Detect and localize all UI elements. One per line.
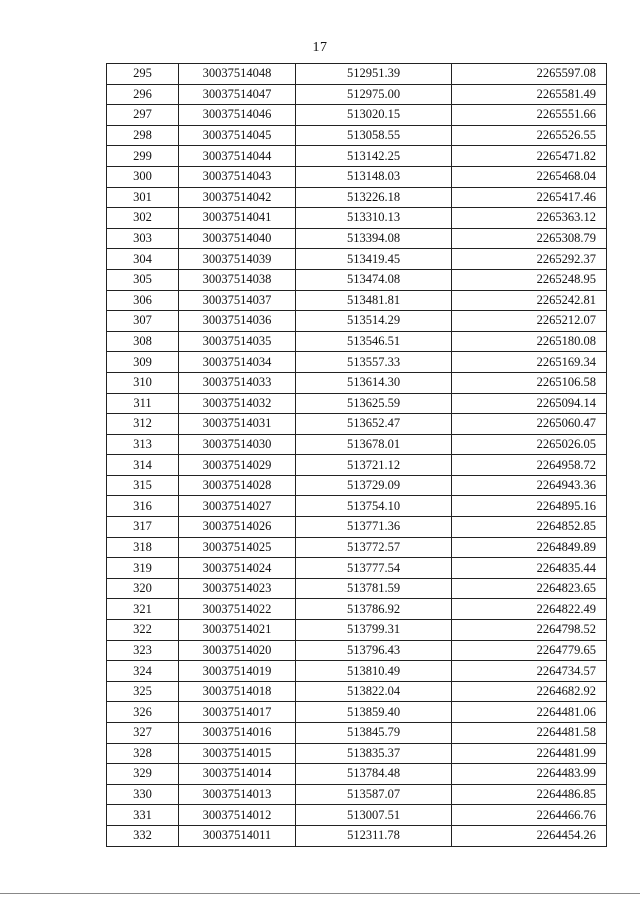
cell-point-id: 30037514016 bbox=[179, 723, 296, 744]
cell-point-id: 30037514046 bbox=[179, 105, 296, 126]
cell-x-coordinate: 513796.43 bbox=[296, 640, 452, 661]
cell-point-number: 314 bbox=[107, 455, 179, 476]
cell-x-coordinate: 513845.79 bbox=[296, 723, 452, 744]
cell-point-id: 30037514044 bbox=[179, 146, 296, 167]
cell-point-number: 331 bbox=[107, 805, 179, 826]
table-row bbox=[107, 455, 607, 476]
cell-y-coordinate: 2264958.72 bbox=[452, 455, 607, 476]
cell-point-number: 316 bbox=[107, 496, 179, 517]
cell-point-number: 301 bbox=[107, 187, 179, 208]
table-row bbox=[107, 805, 607, 826]
cell-y-coordinate: 2265417.46 bbox=[452, 187, 607, 208]
cell-point-number: 295 bbox=[107, 64, 179, 85]
cell-point-id: 30037514034 bbox=[179, 352, 296, 373]
table-row bbox=[107, 414, 607, 435]
cell-point-id: 30037514042 bbox=[179, 187, 296, 208]
table-row bbox=[107, 393, 607, 414]
cell-point-id: 30037514036 bbox=[179, 311, 296, 332]
table-row bbox=[107, 578, 607, 599]
cell-point-id: 30037514035 bbox=[179, 331, 296, 352]
cell-point-number: 319 bbox=[107, 558, 179, 579]
coordinates-table bbox=[106, 63, 607, 847]
cell-y-coordinate: 2264454.26 bbox=[452, 825, 607, 846]
cell-point-id: 30037514013 bbox=[179, 784, 296, 805]
cell-point-id: 30037514020 bbox=[179, 640, 296, 661]
table-row bbox=[107, 537, 607, 558]
table-row bbox=[107, 825, 607, 846]
cell-point-number: 321 bbox=[107, 599, 179, 620]
cell-y-coordinate: 2264734.57 bbox=[452, 661, 607, 682]
cell-point-id: 30037514012 bbox=[179, 805, 296, 826]
table-row bbox=[107, 311, 607, 332]
cell-y-coordinate: 2265292.37 bbox=[452, 249, 607, 270]
cell-point-id: 30037514014 bbox=[179, 764, 296, 785]
cell-point-id: 30037514038 bbox=[179, 269, 296, 290]
table-row bbox=[107, 599, 607, 620]
cell-y-coordinate: 2265551.66 bbox=[452, 105, 607, 126]
cell-y-coordinate: 2264895.16 bbox=[452, 496, 607, 517]
cell-y-coordinate: 2265106.58 bbox=[452, 372, 607, 393]
table-row bbox=[107, 208, 607, 229]
cell-point-number: 327 bbox=[107, 723, 179, 744]
cell-point-id: 30037514017 bbox=[179, 702, 296, 723]
cell-point-number: 324 bbox=[107, 661, 179, 682]
cell-point-id: 30037514028 bbox=[179, 475, 296, 496]
cell-x-coordinate: 513474.08 bbox=[296, 269, 452, 290]
cell-point-id: 30037514022 bbox=[179, 599, 296, 620]
cell-point-number: 297 bbox=[107, 105, 179, 126]
cell-point-number: 300 bbox=[107, 166, 179, 187]
cell-y-coordinate: 2265242.81 bbox=[452, 290, 607, 311]
table-row bbox=[107, 723, 607, 744]
cell-y-coordinate: 2264483.99 bbox=[452, 764, 607, 785]
cell-point-id: 30037514025 bbox=[179, 537, 296, 558]
cell-y-coordinate: 2265471.82 bbox=[452, 146, 607, 167]
cell-y-coordinate: 2265597.08 bbox=[452, 64, 607, 85]
cell-x-coordinate: 513148.03 bbox=[296, 166, 452, 187]
cell-x-coordinate: 513754.10 bbox=[296, 496, 452, 517]
cell-point-number: 307 bbox=[107, 311, 179, 332]
cell-y-coordinate: 2264943.36 bbox=[452, 475, 607, 496]
cell-x-coordinate: 513678.01 bbox=[296, 434, 452, 455]
cell-point-number: 329 bbox=[107, 764, 179, 785]
cell-y-coordinate: 2265060.47 bbox=[452, 414, 607, 435]
cell-point-id: 30037514019 bbox=[179, 661, 296, 682]
coordinates-table-body bbox=[107, 64, 607, 847]
cell-x-coordinate: 513394.08 bbox=[296, 228, 452, 249]
cell-point-number: 320 bbox=[107, 578, 179, 599]
cell-point-id: 30037514011 bbox=[179, 825, 296, 846]
cell-x-coordinate: 513625.59 bbox=[296, 393, 452, 414]
cell-y-coordinate: 2265526.55 bbox=[452, 125, 607, 146]
cell-point-number: 298 bbox=[107, 125, 179, 146]
table-row bbox=[107, 166, 607, 187]
cell-point-number: 325 bbox=[107, 681, 179, 702]
cell-y-coordinate: 2265468.04 bbox=[452, 166, 607, 187]
table-row bbox=[107, 743, 607, 764]
cell-x-coordinate: 513652.47 bbox=[296, 414, 452, 435]
cell-x-coordinate: 513058.55 bbox=[296, 125, 452, 146]
table-row bbox=[107, 558, 607, 579]
cell-x-coordinate: 513020.15 bbox=[296, 105, 452, 126]
table-row bbox=[107, 661, 607, 682]
cell-point-id: 30037514047 bbox=[179, 84, 296, 105]
cell-x-coordinate: 513310.13 bbox=[296, 208, 452, 229]
cell-point-number: 315 bbox=[107, 475, 179, 496]
cell-point-id: 30037514030 bbox=[179, 434, 296, 455]
cell-point-id: 30037514021 bbox=[179, 620, 296, 641]
cell-point-id: 30037514037 bbox=[179, 290, 296, 311]
cell-point-id: 30037514015 bbox=[179, 743, 296, 764]
cell-point-number: 326 bbox=[107, 702, 179, 723]
cell-y-coordinate: 2264481.99 bbox=[452, 743, 607, 764]
cell-y-coordinate: 2264849.89 bbox=[452, 537, 607, 558]
page-number: 17 bbox=[312, 40, 328, 55]
cell-point-number: 306 bbox=[107, 290, 179, 311]
cell-point-number: 323 bbox=[107, 640, 179, 661]
cell-x-coordinate: 513729.09 bbox=[296, 475, 452, 496]
table-row bbox=[107, 105, 607, 126]
cell-y-coordinate: 2264481.06 bbox=[452, 702, 607, 723]
cell-point-id: 30037514031 bbox=[179, 414, 296, 435]
cell-x-coordinate: 512311.78 bbox=[296, 825, 452, 846]
cell-x-coordinate: 512951.39 bbox=[296, 64, 452, 85]
cell-point-number: 296 bbox=[107, 84, 179, 105]
cell-x-coordinate: 513799.31 bbox=[296, 620, 452, 641]
cell-point-number: 311 bbox=[107, 393, 179, 414]
cell-point-id: 30037514024 bbox=[179, 558, 296, 579]
cell-point-id: 30037514029 bbox=[179, 455, 296, 476]
cell-y-coordinate: 2265169.34 bbox=[452, 352, 607, 373]
cell-y-coordinate: 2265026.05 bbox=[452, 434, 607, 455]
table-row bbox=[107, 84, 607, 105]
cell-point-number: 328 bbox=[107, 743, 179, 764]
cell-point-number: 322 bbox=[107, 620, 179, 641]
cell-y-coordinate: 2264835.44 bbox=[452, 558, 607, 579]
cell-y-coordinate: 2264822.49 bbox=[452, 599, 607, 620]
cell-point-id: 30037514043 bbox=[179, 166, 296, 187]
table-row bbox=[107, 187, 607, 208]
cell-point-number: 330 bbox=[107, 784, 179, 805]
cell-x-coordinate: 513007.51 bbox=[296, 805, 452, 826]
cell-x-coordinate: 513419.45 bbox=[296, 249, 452, 270]
table-row bbox=[107, 702, 607, 723]
cell-point-id: 30037514026 bbox=[179, 517, 296, 538]
cell-x-coordinate: 513587.07 bbox=[296, 784, 452, 805]
table-row bbox=[107, 64, 607, 85]
cell-point-id: 30037514027 bbox=[179, 496, 296, 517]
cell-y-coordinate: 2264682.92 bbox=[452, 681, 607, 702]
cell-point-number: 310 bbox=[107, 372, 179, 393]
table-row bbox=[107, 146, 607, 167]
cell-point-id: 30037514048 bbox=[179, 64, 296, 85]
table-row bbox=[107, 352, 607, 373]
cell-x-coordinate: 513781.59 bbox=[296, 578, 452, 599]
cell-point-number: 312 bbox=[107, 414, 179, 435]
cell-x-coordinate: 513514.29 bbox=[296, 311, 452, 332]
table-row bbox=[107, 681, 607, 702]
table-row bbox=[107, 517, 607, 538]
cell-point-number: 302 bbox=[107, 208, 179, 229]
table-row bbox=[107, 620, 607, 641]
cell-point-number: 304 bbox=[107, 249, 179, 270]
cell-point-number: 318 bbox=[107, 537, 179, 558]
cell-point-number: 313 bbox=[107, 434, 179, 455]
table-row bbox=[107, 249, 607, 270]
cell-point-number: 299 bbox=[107, 146, 179, 167]
cell-point-id: 30037514033 bbox=[179, 372, 296, 393]
cell-x-coordinate: 512975.00 bbox=[296, 84, 452, 105]
table-row bbox=[107, 764, 607, 785]
table-row bbox=[107, 496, 607, 517]
cell-point-number: 305 bbox=[107, 269, 179, 290]
table-row bbox=[107, 269, 607, 290]
table-row bbox=[107, 434, 607, 455]
cell-y-coordinate: 2264852.85 bbox=[452, 517, 607, 538]
cell-y-coordinate: 2264486.85 bbox=[452, 784, 607, 805]
cell-x-coordinate: 513481.81 bbox=[296, 290, 452, 311]
table-row bbox=[107, 125, 607, 146]
cell-y-coordinate: 2264466.76 bbox=[452, 805, 607, 826]
cell-point-id: 30037514039 bbox=[179, 249, 296, 270]
cell-y-coordinate: 2265180.08 bbox=[452, 331, 607, 352]
cell-x-coordinate: 513721.12 bbox=[296, 455, 452, 476]
cell-point-number: 308 bbox=[107, 331, 179, 352]
cell-point-number: 303 bbox=[107, 228, 179, 249]
cell-y-coordinate: 2265308.79 bbox=[452, 228, 607, 249]
cell-point-id: 30037514040 bbox=[179, 228, 296, 249]
cell-x-coordinate: 513142.25 bbox=[296, 146, 452, 167]
cell-point-number: 317 bbox=[107, 517, 179, 538]
cell-point-id: 30037514023 bbox=[179, 578, 296, 599]
table-row bbox=[107, 784, 607, 805]
cell-y-coordinate: 2264823.65 bbox=[452, 578, 607, 599]
cell-point-id: 30037514018 bbox=[179, 681, 296, 702]
cell-x-coordinate: 513786.92 bbox=[296, 599, 452, 620]
cell-x-coordinate: 513777.54 bbox=[296, 558, 452, 579]
table-row bbox=[107, 331, 607, 352]
cell-y-coordinate: 2265094.14 bbox=[452, 393, 607, 414]
cell-point-id: 30037514032 bbox=[179, 393, 296, 414]
cell-x-coordinate: 513835.37 bbox=[296, 743, 452, 764]
cell-y-coordinate: 2265248.95 bbox=[452, 269, 607, 290]
cell-x-coordinate: 513557.33 bbox=[296, 352, 452, 373]
cell-y-coordinate: 2264779.65 bbox=[452, 640, 607, 661]
table-row bbox=[107, 290, 607, 311]
table-row bbox=[107, 228, 607, 249]
table-row bbox=[107, 640, 607, 661]
table-row bbox=[107, 475, 607, 496]
cell-y-coordinate: 2265581.49 bbox=[452, 84, 607, 105]
cell-x-coordinate: 513771.36 bbox=[296, 517, 452, 538]
cell-x-coordinate: 513859.40 bbox=[296, 702, 452, 723]
table-row bbox=[107, 372, 607, 393]
cell-y-coordinate: 2265363.12 bbox=[452, 208, 607, 229]
cell-x-coordinate: 513772.57 bbox=[296, 537, 452, 558]
cell-y-coordinate: 2265212.07 bbox=[452, 311, 607, 332]
bottom-rule bbox=[0, 893, 640, 894]
cell-x-coordinate: 513614.30 bbox=[296, 372, 452, 393]
cell-x-coordinate: 513810.49 bbox=[296, 661, 452, 682]
cell-x-coordinate: 513784.48 bbox=[296, 764, 452, 785]
cell-x-coordinate: 513546.51 bbox=[296, 331, 452, 352]
cell-point-id: 30037514045 bbox=[179, 125, 296, 146]
cell-y-coordinate: 2264481.58 bbox=[452, 723, 607, 744]
cell-point-number: 332 bbox=[107, 825, 179, 846]
cell-x-coordinate: 513822.04 bbox=[296, 681, 452, 702]
cell-point-id: 30037514041 bbox=[179, 208, 296, 229]
cell-point-number: 309 bbox=[107, 352, 179, 373]
cell-x-coordinate: 513226.18 bbox=[296, 187, 452, 208]
cell-y-coordinate: 2264798.52 bbox=[452, 620, 607, 641]
